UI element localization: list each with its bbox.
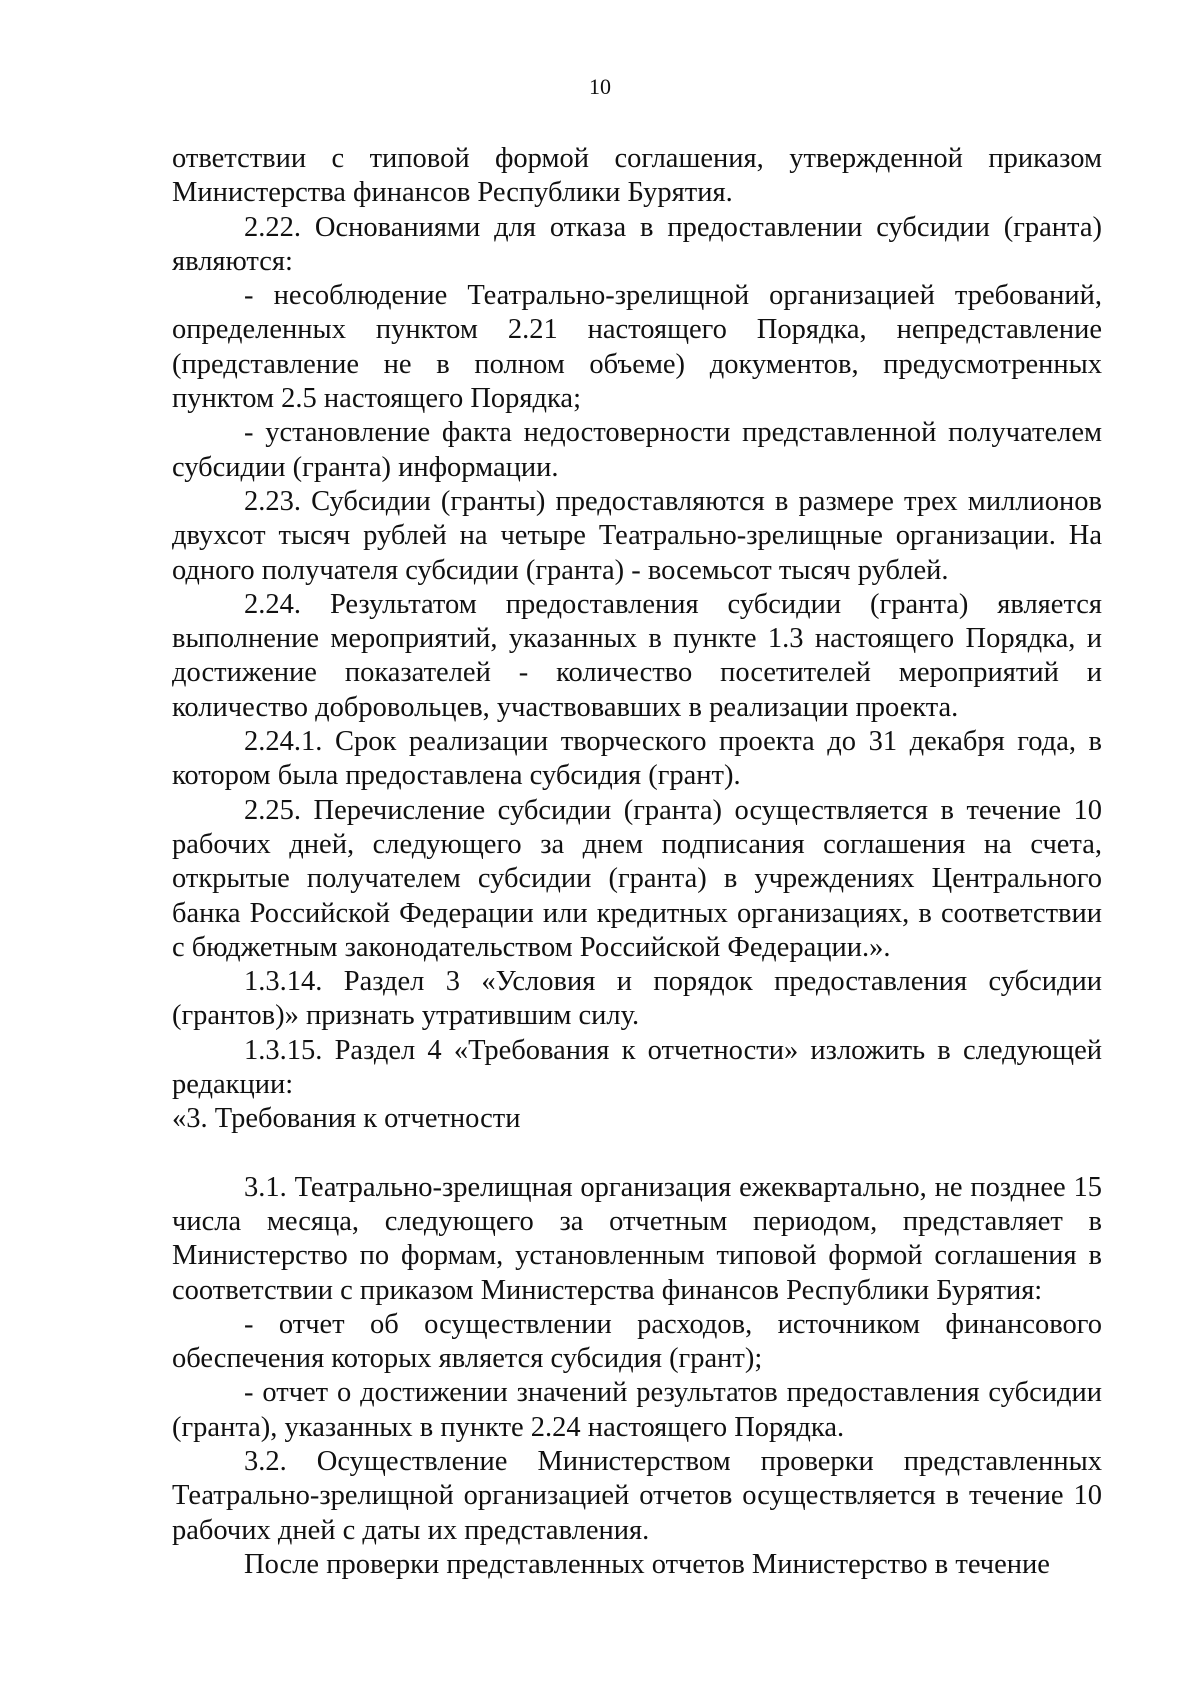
paragraph-3-1: 3.1. Театрально-зрелищная организация ежеквартально, не позднее 15 числа месяца, следующего за отчетным периодом, представляет в Министерство по формам, установленным типовой формой соглашения в соответствии с приказом Министерства финансов Республики Бурятия: [172, 1171, 1102, 1306]
paragraph-1-3-15: 1.3.15. Раздел 4 «Требования к отчетности» изложить в следующей редакции: [172, 1034, 1102, 1101]
paragraph-after-check: После проверки представленных отчетов Министерство в течение [244, 1548, 1050, 1580]
paragraph-2-25: 2.25. Перечисление субсидии (гранта) осуществляется в течение 10 рабочих дней, следующего за днем подписания соглашения на счета, открытые получателем субсидии (гранта) в учреждениях Центрального банка Российской Федерации или кредитных организациях, в соответствии с бюджетным законодательством Российской Федерации.». [172, 794, 1102, 963]
page-number: 10 [589, 74, 611, 99]
paragraph-3-2: 3.2. Осуществление Министерством проверки представленных Театрально-зрелищной организацией отчетов осуществляется в течение 10 рабочих дней с даты их представления. [172, 1445, 1102, 1546]
document-body [172, 142, 1102, 1582]
paragraph-2-23: 2.23. Субсидии (гранты) предоставляются в размере трех миллионов двухсот тысяч рублей на четыре Театрально-зрелищные организации. На одного получателя субсидии (гранта) - восемьсот тысяч рублей. [172, 485, 1102, 586]
paragraph-1-3-14: 1.3.14. Раздел 3 «Условия и порядок предоставления субсидии (грантов)» признать утратившим силу. [172, 966, 1102, 1032]
list-item-report-2: - отчет о достижении значений результатов предоставления субсидии (гранта), указанных в пункте 2.24 настоящего Порядка. [172, 1377, 1102, 1443]
list-item-refusal-2: - установление факта недостоверности представленной получателем субсидии (гранта) информации. [172, 417, 1102, 483]
paragraph-continuation: ответствии с типовой формой соглашения, утвержденной приказом Министерства финансов Республики Бурятия. [172, 143, 1102, 209]
paragraph-2-22: 2.22. Основаниями для отказа в предоставлении субсидии (гранта) являются: [172, 211, 1102, 277]
section-heading: «3. Требования к отчетности [172, 1103, 521, 1135]
list-item-refusal-1: - несоблюдение Театрально-зрелищной организацией требований, определенных пунктом 2.21 настоящего Порядка, непредставление (представление не в полном объеме) документов, предусмотренных пунктом 2.5 настоящего Порядка; [172, 280, 1102, 415]
paragraph-2-24-1: 2.24.1. Срок реализации творческого проекта до 31 декабря года, в котором была предоставлена субсидия (грант). [172, 726, 1102, 792]
list-item-report-1: - отчет об осуществлении расходов, источником финансового обеспечения которых является субсидия (грант); [172, 1308, 1102, 1375]
paragraph-2-24: 2.24. Результатом предоставления субсидии (гранта) является выполнение мероприятий, указанных в пункте 1.3 настоящего Порядка, и достижение показателей - количество посетителей мероприятий и количество добровольцев, участвовавших в реализации проекта. [172, 588, 1102, 723]
